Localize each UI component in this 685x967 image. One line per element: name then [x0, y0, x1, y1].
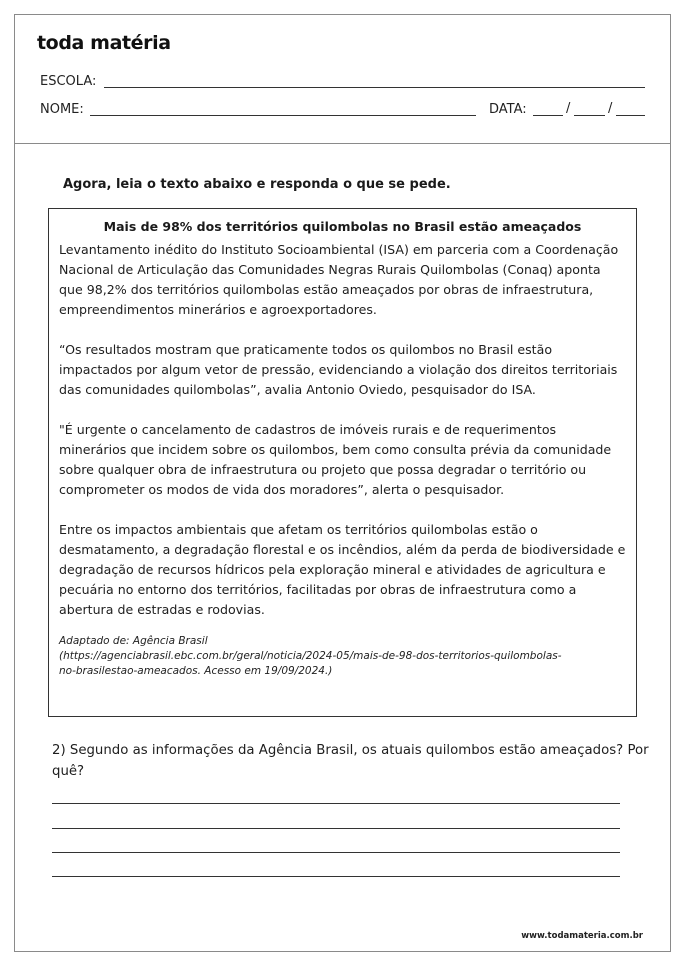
article-paragraph: “Os resultados mostram que praticamente todos os quilombos no Brasil estão impactados por algum vetor de pressão, evidenciando a violação dos direitos territoriais das comunidades quilombolas”, avalia Antonio Oviedo, pesquisador do ISA.	[59, 342, 618, 397]
answer-line[interactable]	[52, 876, 620, 877]
nome-label: NOME:	[40, 102, 84, 117]
date-separator: /	[566, 101, 571, 116]
data-label: DATA:	[489, 102, 527, 117]
article-paragraph: "É urgente o cancelamento de cadastros de imóveis rurais e de requerimentos minerários que incidem sobre os quilombos, bem como consulta prévia da comunidade sobre qualquer obra de infraestrutura ou projeto que possa degradar o território ou comprometer os modos de vida dos moradores”, alerta o pesquisador.	[59, 422, 612, 497]
source-line: no-brasilestao-ameacados. Acesso em 19/09/2024.)	[59, 665, 333, 677]
brand-logo: toda matéria	[37, 32, 171, 54]
escola-label: ESCOLA:	[40, 74, 97, 89]
nome-input-line[interactable]	[90, 115, 476, 116]
answer-line[interactable]	[52, 852, 620, 853]
footer-url: www.todamateria.com.br	[521, 931, 643, 941]
source-citation	[59, 634, 626, 679]
date-year-line[interactable]	[616, 115, 645, 116]
reading-text-box	[48, 208, 637, 717]
article-title: Mais de 98% dos territórios quilombolas no Brasil estão ameaçados	[103, 219, 582, 234]
date-month-line[interactable]	[574, 115, 605, 116]
date-separator: /	[608, 101, 613, 116]
question-2: 2) Segundo as informações da Agência Brasil, os atuais quilombos estão ameaçados? Por quê?	[52, 743, 649, 779]
answer-line[interactable]	[52, 828, 620, 829]
source-line: Adaptado de: Agência Brasil	[59, 635, 208, 647]
article-paragraph: Levantamento inédito do Instituto Socioambiental (ISA) em parceria com a Coordenação Nacional de Articulação das Comunidades Negras Rurais Quilombolas (Conaq) aponta que 98,2% dos territórios quilombolas estão ameaçados por obras de infraestrutura, empreendimentos minerários e agroexportadores.	[59, 242, 619, 317]
source-line: (https://agenciabrasil.ebc.com.br/geral/noticia/2024-05/mais-de-98-dos-territorios-quilombolas-	[59, 650, 562, 662]
instruction-text: Agora, leia o texto abaixo e responda o que se pede.	[63, 177, 451, 192]
date-day-line[interactable]	[533, 115, 563, 116]
article-paragraph: Entre os impactos ambientais que afetam os territórios quilombolas estão o desmatamento, a degradação florestal e os incêndios, além da perda de biodiversidade e degradação de recursos hídricos pela exploração mineral e atividades de agricultura e pecuária no entorno dos territórios, facilitadas por obras de infraestrutura como a abertura de estradas e rodovias.	[59, 522, 626, 617]
header-divider	[14, 143, 671, 144]
answer-line[interactable]	[52, 803, 620, 804]
escola-input-line[interactable]	[104, 87, 645, 88]
